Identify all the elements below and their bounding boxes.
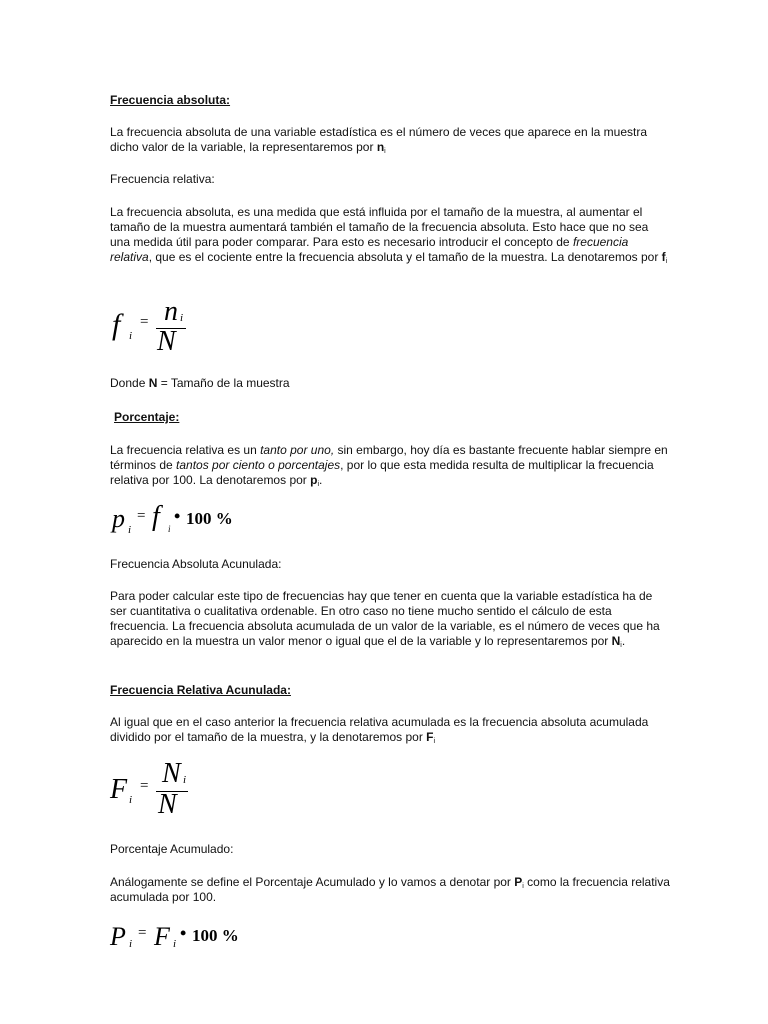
symbol-subscript: i [665, 258, 668, 265]
symbol-f: f [661, 250, 666, 264]
formula-lhs-subscript: i [128, 524, 132, 536]
heading-frecuencia-relativa: Frecuencia relativa: [110, 172, 215, 186]
paragraph-text: = Tamaño de la muestra [157, 376, 290, 390]
symbol-subscript: i [522, 883, 524, 890]
symbol-P: P [514, 875, 523, 889]
paragraph-text: . [319, 473, 323, 487]
paragraph-text: La frecuencia absoluta de una variable estadística es el número de veces que aparece en la muestra dicho valor de la variable, la representaremos por [110, 125, 647, 154]
paragraph-donde [110, 376, 670, 391]
paragraph-frecuencia-relativa [110, 205, 670, 265]
formula-equals: = [140, 778, 149, 794]
formula-equals: = [138, 925, 147, 941]
formula-numerator: N [162, 758, 181, 789]
formula-equals: = [140, 314, 149, 330]
paragraph-text: La frecuencia absoluta, es una medida que está influida por el tamaño de la muestra, al aumentar el tamaño de la muestra aumentará también el tamaño de la frecuencia absoluta. Esto hace que no sea una medida útil para poder comparar. Para esto es necesario introducir el concepto de [110, 205, 649, 249]
formula-lhs: p [112, 504, 125, 533]
formula-denominator: N [157, 326, 176, 357]
paragraph-text: La frecuencia relativa es un [110, 443, 261, 457]
formula-lhs-subscript: i [129, 330, 133, 342]
symbol-F: F [426, 730, 434, 744]
paragraph-frecuencia-absoluta [110, 125, 670, 155]
paragraph-text: como la frecuencia relativa acumulada por 100. [110, 875, 670, 904]
formula-100-percent: 100 % [186, 509, 233, 528]
symbol-n: n [376, 140, 385, 154]
symbol-N: N [148, 376, 158, 390]
paragraph-text: Donde [110, 376, 149, 390]
paragraph-text: Análogamente se define el Porcentaje Acumulado y lo vamos a denotar por [110, 875, 515, 889]
symbol-subscript: i [433, 738, 436, 745]
symbol-N: N [611, 634, 621, 648]
formula-f-subscript: i [168, 524, 171, 534]
formula-lhs: F [110, 774, 128, 805]
paragraph-text: Para poder calcular este tipo de frecuencias hay que tener en cuenta que la variable estadística ha de ser cuantitativa o cualitativa ordenable. En otro caso no tiene mucho sentido el cálculo de esta frecuencia. La frecuencia absoluta acumulada de un valor de la variable, es el número de veces que ha aparecido en la muestra un valor menor o igual que el de la variable y lo representaremos por [110, 589, 660, 648]
paragraph-porcentaje [110, 443, 670, 488]
heading-porcentaje: Porcentaje: [114, 410, 180, 424]
symbol-p: p [310, 473, 318, 487]
paragraph-frecuencia-absoluta-acumulada [110, 589, 670, 649]
formula-lhs: P [110, 922, 126, 951]
formula-lhs-subscript: i [129, 794, 133, 806]
paragraph-porcentaje-acumulado [110, 875, 670, 905]
paragraph-text: Al igual que en el caso anterior la frecuencia relativa acumulada es la frecuencia absoluta acumulada dividido por el tamaño de la muestra, y la denotaremos por [110, 715, 649, 744]
formula-lhs: f [112, 308, 121, 341]
heading-porcentaje-acumulado: Porcentaje Acumulado: [110, 842, 234, 856]
formula-multiply-dot: • [180, 923, 187, 943]
heading-frecuencia-relativa-acumulada: Frecuencia Relativa Acunulada: [110, 683, 291, 697]
italic-term: tantos por ciento o porcentajes [176, 458, 341, 472]
formula-multiply-dot: • [174, 506, 181, 526]
paragraph-frecuencia-relativa-acumulada [110, 715, 670, 745]
symbol-subscript: i [620, 642, 622, 649]
heading-frecuencia-absoluta: Frecuencia absoluta: [110, 93, 231, 107]
formula-numerator-subscript: i [180, 312, 184, 324]
paragraph-text: sin embargo, hoy día es bastante frecuente hablar siempre en términos de [110, 443, 668, 472]
paragraph-text: . [621, 634, 626, 648]
formula-frecuencia-relativa [110, 296, 310, 370]
formula-100-percent: 100 % [192, 926, 239, 945]
formula-F-subscript: i [173, 938, 177, 950]
formula-f: f [152, 501, 160, 532]
symbol-subscript: i [384, 148, 386, 155]
heading-frecuencia-absoluta-acumulada: Frecuencia Absoluta Acunulada: [110, 557, 282, 571]
italic-term: tanto por uno, [260, 443, 335, 457]
symbol-subscript: i [317, 481, 320, 488]
paragraph-text: , que es el cociente entre la frecuencia absoluta y el tamaño de la muestra. La denotaremos por [148, 250, 662, 264]
formula-numerator: n [164, 296, 178, 327]
formula-frecuencia-relativa-acumulada [110, 760, 310, 830]
formula-F: F [154, 922, 170, 951]
formula-porcentaje-acumulado [110, 920, 310, 990]
formula-lhs-subscript: i [129, 938, 133, 950]
italic-term: frecuencia relativa [110, 235, 629, 264]
formula-equals: = [137, 508, 146, 524]
formula-denominator: N [158, 789, 177, 820]
paragraph-text: , por lo que esta medida resulta de multiplicar la frecuencia relativa por 100. La denotaremos por [110, 458, 654, 487]
formula-numerator-subscript: i [183, 774, 187, 786]
